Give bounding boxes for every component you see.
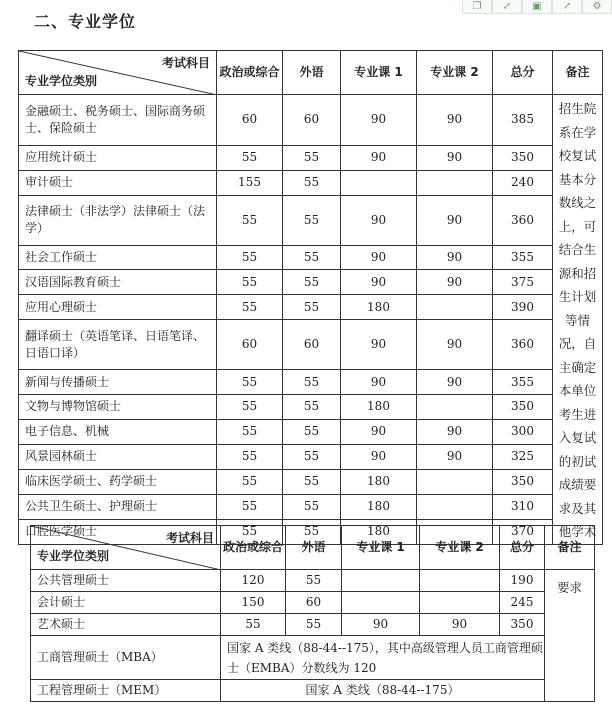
degree-category-cell: 电子信息、机械	[19, 419, 217, 444]
table-row	[31, 570, 595, 592]
degree-category-cell: 汉语国际教育硕士	[19, 270, 217, 295]
score-cell: 180	[341, 295, 417, 320]
score-cell: 55	[217, 419, 283, 444]
score-cell: 60	[217, 95, 283, 146]
score-cell: 90	[417, 370, 493, 395]
score-cell: 385	[493, 95, 553, 146]
score-cell: 180	[341, 494, 417, 519]
score-cell: 55	[283, 295, 341, 320]
header-politics: 政治或综合	[221, 526, 286, 570]
table-row	[19, 419, 603, 444]
header-exam-subjects: 考试科目	[165, 531, 214, 545]
degree-category-cell: 翻译硕士（英语笔译、日语笔译、日语口译）	[19, 320, 217, 370]
score-cell	[417, 395, 493, 420]
score-cell: 55	[217, 494, 283, 519]
score-cell: 60	[283, 320, 341, 370]
header-major-2: 专业课 2	[417, 51, 493, 95]
remarks-cell: 招生院系在学校复试基本分数线之上，可结合生源和招生计划等情况，自主确定本单位考生进入复试的初试成绩要求及其他学术	[553, 95, 603, 545]
score-cell: 90	[341, 320, 417, 370]
score-cell: 55	[217, 519, 283, 544]
table-row	[19, 195, 603, 245]
table-row	[19, 395, 603, 420]
table-row	[19, 145, 603, 170]
score-cell: 90	[341, 419, 417, 444]
header-remarks: 备注	[553, 51, 603, 95]
degree-category-cell: 艺术硕士	[31, 614, 221, 636]
score-cell: 55	[283, 519, 341, 544]
settings-icon[interactable]: ⚙	[582, 0, 612, 14]
header-politics: 政治或综合	[217, 51, 283, 95]
score-cell: 55	[283, 195, 341, 245]
score-cell: 55	[217, 295, 283, 320]
table-row	[31, 592, 595, 614]
score-cell: 350	[500, 614, 545, 636]
score-cell: 90	[417, 95, 493, 146]
degree-category-cell: 临床医学硕士、药学硕士	[19, 469, 217, 494]
score-cell	[420, 570, 500, 592]
expand-icon[interactable]: ⤢	[492, 0, 522, 14]
header-major-1: 专业课 1	[342, 526, 420, 570]
score-cell: 90	[417, 444, 493, 469]
score-cell: 90	[341, 145, 417, 170]
share-icon[interactable]: ↗	[552, 0, 582, 14]
degree-category-cell: 会计硕士	[31, 592, 221, 614]
score-cell: 155	[217, 170, 283, 195]
table-row	[19, 95, 603, 146]
table-row	[19, 170, 603, 195]
score-cell: 350	[493, 395, 553, 420]
table-row	[19, 494, 603, 519]
score-cell: 355	[493, 245, 553, 270]
score-cell: 60	[283, 95, 341, 146]
score-cell: 55	[217, 270, 283, 295]
degree-category-cell: 审计硕士	[19, 170, 217, 195]
remarks-cell: 要求	[545, 570, 595, 702]
table-row	[19, 444, 603, 469]
score-cell: 55	[283, 469, 341, 494]
score-cell: 55	[283, 145, 341, 170]
score-cell: 390	[493, 295, 553, 320]
section-title: 二、专业学位	[34, 12, 137, 31]
header-foreign-language: 外语	[286, 526, 342, 570]
score-cell: 55	[283, 419, 341, 444]
score-cell: 55	[217, 370, 283, 395]
score-cell: 90	[417, 145, 493, 170]
score-cell: 90	[341, 95, 417, 146]
header-exam-subjects: 考试科目	[161, 56, 210, 70]
table-row	[31, 614, 595, 636]
degree-category-cell: 口腔医学硕士	[19, 519, 217, 544]
score-cell	[341, 170, 417, 195]
score-cell	[417, 170, 493, 195]
table-header-row	[31, 526, 595, 570]
degree-category-cell: 法律硕士（非法学）法律硕士（法学）	[19, 195, 217, 245]
score-cell: 90	[417, 245, 493, 270]
degree-category-cell: 公共卫生硕士、护理硕士	[19, 494, 217, 519]
table-row	[31, 680, 595, 702]
score-cell: 90	[341, 195, 417, 245]
score-cell: 55	[221, 614, 286, 636]
degree-category-cell: 社会工作硕士	[19, 245, 217, 270]
score-cell: 355	[493, 370, 553, 395]
score-cell: 180	[341, 469, 417, 494]
score-cell: 240	[493, 170, 553, 195]
header-total: 总分	[493, 51, 553, 95]
score-cell: 375	[493, 270, 553, 295]
score-cell: 90	[417, 419, 493, 444]
header-total: 总分	[500, 526, 545, 570]
header-degree-category: 专业学位类别	[37, 549, 110, 563]
score-cell: 350	[493, 469, 553, 494]
score-cell: 55	[217, 469, 283, 494]
score-cell: 90	[341, 270, 417, 295]
diagonal-header-cell	[19, 51, 217, 95]
header-remarks: 备注	[545, 526, 595, 570]
table-header-row	[19, 51, 603, 95]
score-cell: 370	[493, 519, 553, 544]
score-cell: 90	[342, 614, 420, 636]
score-cell: 190	[500, 570, 545, 592]
header-major-1: 专业课 1	[341, 51, 417, 95]
score-cell: 325	[493, 444, 553, 469]
diagonal-header-cell	[31, 526, 221, 570]
degree-category-cell: 风景园林硕士	[19, 444, 217, 469]
score-cell: 310	[493, 494, 553, 519]
score-cell: 360	[493, 195, 553, 245]
cutoff-description-cell: 国家 A 类线（88-44--175），其中高级管理人员工商管理硕士（EMBA）分数线为 120	[221, 636, 545, 680]
score-cell	[342, 592, 420, 614]
cutoff-description-cell: 国家 A 类线（88-44--175）	[221, 680, 545, 702]
score-cell: 60	[217, 320, 283, 370]
score-cell: 55	[283, 245, 341, 270]
degree-category-cell: 新闻与传播硕士	[19, 370, 217, 395]
score-cell: 55	[283, 444, 341, 469]
score-cell	[420, 592, 500, 614]
score-cell: 55	[286, 614, 342, 636]
score-cell	[417, 494, 493, 519]
score-cell: 55	[217, 245, 283, 270]
score-cell: 90	[341, 370, 417, 395]
header-degree-category: 专业学位类别	[25, 74, 98, 88]
score-cell: 90	[417, 195, 493, 245]
score-cell: 55	[283, 395, 341, 420]
header-foreign-language: 外语	[283, 51, 341, 95]
image-toolbar	[462, 0, 612, 14]
score-cell: 55	[217, 395, 283, 420]
table-row	[19, 469, 603, 494]
save-icon[interactable]: ▣	[522, 0, 552, 14]
degree-category-cell: 金融硕士、税务硕士、国际商务硕士、保险硕士	[19, 95, 217, 146]
score-cell: 55	[283, 270, 341, 295]
table-row	[19, 320, 603, 370]
score-cell: 90	[417, 320, 493, 370]
score-cell: 120	[221, 570, 286, 592]
score-cell: 300	[493, 419, 553, 444]
degree-category-cell: 公共管理硕士	[31, 570, 221, 592]
copy-icon[interactable]: ❐	[462, 0, 492, 14]
score-cell	[417, 295, 493, 320]
score-cell: 180	[341, 519, 417, 544]
table-row	[31, 636, 595, 680]
score-cell: 55	[283, 370, 341, 395]
score-cell: 55	[217, 145, 283, 170]
table-row	[19, 295, 603, 320]
score-cell: 150	[221, 592, 286, 614]
score-cell: 360	[493, 320, 553, 370]
score-table-2	[30, 525, 595, 702]
score-cell: 60	[286, 592, 342, 614]
header-major-2: 专业课 2	[420, 526, 500, 570]
score-cell: 350	[493, 145, 553, 170]
table-row	[19, 370, 603, 395]
degree-category-cell: 文物与博物馆硕士	[19, 395, 217, 420]
score-table-1	[18, 50, 603, 545]
score-cell: 55	[283, 494, 341, 519]
degree-category-cell: 工商管理硕士（MBA）	[31, 636, 221, 680]
table-row	[19, 270, 603, 295]
table-row	[19, 245, 603, 270]
score-cell: 55	[217, 444, 283, 469]
score-cell: 90	[341, 444, 417, 469]
score-cell: 90	[417, 270, 493, 295]
score-cell: 55	[286, 570, 342, 592]
score-cell: 55	[283, 170, 341, 195]
degree-category-cell: 应用统计硕士	[19, 145, 217, 170]
degree-category-cell: 应用心理硕士	[19, 295, 217, 320]
score-cell: 90	[341, 245, 417, 270]
score-cell	[417, 469, 493, 494]
score-cell: 180	[341, 395, 417, 420]
degree-category-cell: 工程管理硕士（MEM）	[31, 680, 221, 702]
score-cell: 55	[217, 195, 283, 245]
score-cell	[342, 570, 420, 592]
score-cell: 245	[500, 592, 545, 614]
score-cell: 90	[420, 614, 500, 636]
